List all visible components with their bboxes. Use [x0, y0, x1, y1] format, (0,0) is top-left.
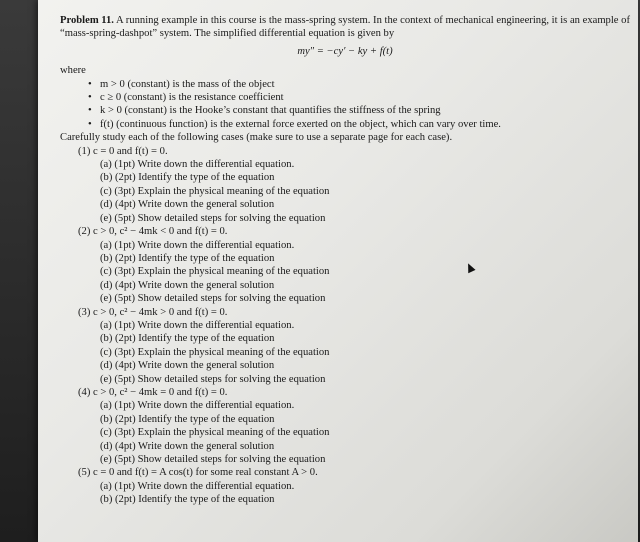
case-item: (e) (5pt) Show detailed steps for solving the equation: [100, 454, 326, 465]
case-item: (a) (1pt) Write down the differential equation.: [100, 400, 295, 412]
case-3: [78, 306, 630, 386]
bullet-item: • m > 0 (constant) is the mass of the object: [88, 78, 630, 91]
case-item: (e) (5pt) Show detailed steps for solving the equation: [100, 293, 326, 305]
problem-intro: [60, 14, 630, 41]
problem-title: Problem 11.: [60, 15, 114, 26]
case-heading: (3) c > 0, c² − 4mk > 0 and f(t) = 0.: [78, 306, 228, 318]
case-heading: (2) c > 0, c² − 4mk < 0 and f(t) = 0.: [78, 226, 228, 238]
problem-intro-text: A running example in this course is the mass-spring system. In the context of mechanical engineering, it is an example of “mass-spring-dashpot” system. The simplified differential equation is given by: [60, 15, 630, 40]
case-item: (c) (3pt) Explain the physical meaning of the equation: [100, 266, 330, 278]
case-heading: (4) c > 0, c² − 4mk = 0 and f(t) = 0.: [78, 386, 228, 398]
case-2: [78, 225, 630, 305]
case-item: (d) (4pt) Write down the general solution: [100, 360, 275, 372]
case-item: (d) (4pt) Write down the general solution: [100, 279, 275, 291]
case-item: (b) (2pt) Identify the type of the equation: [100, 172, 275, 184]
where-label: where: [60, 65, 86, 77]
case-item: (a) (1pt) Write down the differential equation.: [100, 159, 295, 171]
case-item: (a) (1pt) Write down the differential equation.: [100, 319, 295, 331]
variable-definitions: [88, 78, 630, 132]
bullet-item: • f(t) (continuous function) is the external force exerted on the object, which can vary over time.: [88, 118, 630, 131]
case-item: (e) (5pt) Show detailed steps for solving the equation: [100, 212, 326, 224]
differential-equation: my″ = −cy′ − ky + f(t): [297, 45, 393, 57]
case-1: [78, 145, 630, 225]
case-item: (a) (1pt) Write down the differential equation.: [100, 239, 295, 251]
bullet-item: • c ≥ 0 (constant) is the resistance coefficient: [88, 91, 630, 104]
case-heading: (1) c = 0 and f(t) = 0.: [78, 145, 168, 157]
case-heading: (5) c = 0 and f(t) = A cos(t) for some real constant A > 0.: [78, 467, 318, 479]
bullet-item: • k > 0 (constant) is the Hooke’s constant that quantifies the stiffness of the spring: [88, 104, 630, 117]
case-item: (b) (2pt) Identify the type of the equation: [100, 494, 275, 506]
case-item: (b) (2pt) Identify the type of the equation: [100, 413, 275, 425]
case-item: (d) (4pt) Write down the general solution: [100, 199, 275, 211]
case-item: (b) (2pt) Identify the type of the equation: [100, 252, 275, 264]
problem-document: [60, 14, 630, 507]
instruction-text: Carefully study each of the following cases (make sure to use a separate page for each case).: [60, 132, 453, 144]
case-item: (c) (3pt) Explain the physical meaning of the equation: [100, 427, 330, 439]
case-4: [78, 386, 630, 466]
case-item: (c) (3pt) Explain the physical meaning of the equation: [100, 346, 330, 358]
case-item: (d) (4pt) Write down the general solution: [100, 440, 275, 452]
case-5: [78, 466, 630, 506]
case-item: (e) (5pt) Show detailed steps for solving the equation: [100, 373, 326, 385]
case-item: (a) (1pt) Write down the differential equation.: [100, 480, 295, 492]
case-item: (b) (2pt) Identify the type of the equation: [100, 333, 275, 345]
case-item: (c) (3pt) Explain the physical meaning of the equation: [100, 185, 330, 197]
